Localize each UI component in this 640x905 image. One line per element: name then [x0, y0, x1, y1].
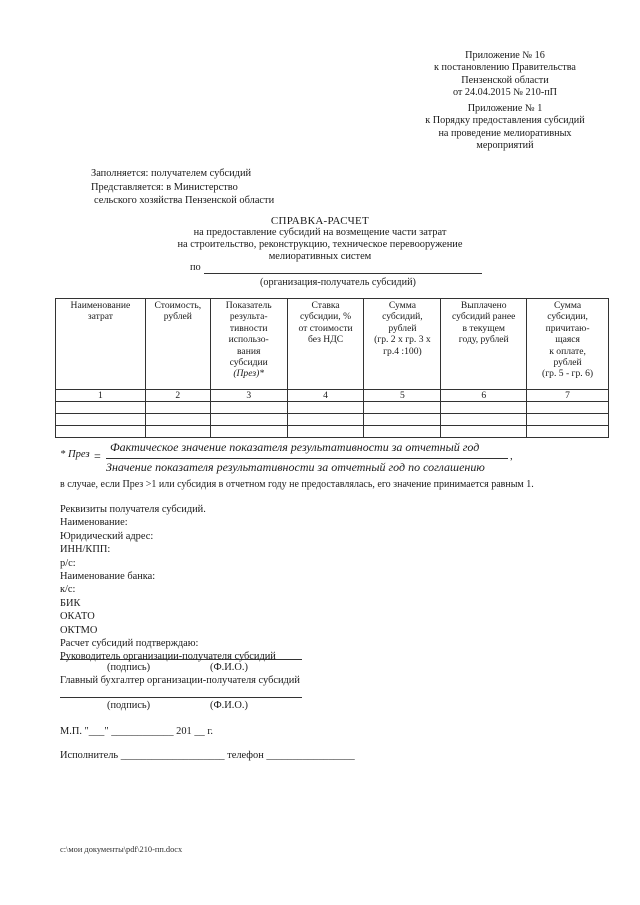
table-cell[interactable]: [56, 414, 146, 426]
header-line: к постановлению Правительства: [434, 62, 576, 74]
formula-comma: ,: [510, 450, 513, 462]
requisite-line: ОКАТО: [60, 611, 95, 623]
table-cell[interactable]: [287, 402, 364, 414]
file-path: c:\мои документы\pdf\210-пп.docx: [60, 845, 183, 854]
formula-equals: =: [94, 449, 101, 463]
requisite-line: Наименование банка:: [60, 571, 156, 583]
stamp-date-line[interactable]: М.П. "___" ____________ 201 __ г.: [60, 726, 214, 737]
table-cell[interactable]: [145, 426, 210, 438]
requisite-line: БИК: [60, 597, 81, 609]
title-line: на предоставление субсидий на возмещение части затрат: [193, 227, 447, 238]
executor-line[interactable]: Исполнитель ____________________ телефон _________________: [60, 750, 355, 761]
table-cell[interactable]: [527, 402, 609, 414]
header-line: к Порядку предоставления субсидий: [425, 115, 585, 127]
requisite-line: к/с:: [60, 584, 76, 596]
header-line: от 24.04.2015 № 210-пП: [452, 86, 558, 98]
requisite-line: Расчет субсидий подтверждаю:: [60, 638, 199, 650]
header-cell: Наименование затрат: [56, 299, 146, 390]
table-cell[interactable]: [527, 426, 609, 438]
header-line: Приложение № 16: [465, 50, 545, 61]
header-line: Приложение № 1: [467, 103, 543, 115]
organization-caption: (организация-получатель субсидий): [260, 277, 416, 288]
appendix-header: [396, 50, 614, 152]
title-line: на строительство, реконструкцию, техническое перевооружение: [177, 239, 463, 250]
table-cell[interactable]: [56, 426, 146, 438]
recipient-requisites: [60, 503, 276, 664]
table-cell[interactable]: [527, 414, 609, 426]
fill-note: [91, 167, 274, 208]
po-label: по: [190, 262, 201, 273]
table-cell[interactable]: [56, 402, 146, 414]
table-cell[interactable]: [210, 426, 287, 438]
accountant-signature-line[interactable]: [60, 697, 302, 698]
header-cell: Показатель результа- тивности использо- вания субсидии (Пpез)*: [210, 299, 287, 390]
column-number: 2: [145, 390, 210, 402]
column-number-row: [56, 390, 609, 402]
submitted-to: Представляется: в Министерство: [91, 181, 238, 193]
formula-condition: в случае, если Пpез >1 или субсидия в отчетном году не предоставлялась, его значение принимается равным 1.: [60, 479, 534, 490]
column-number: 6: [441, 390, 527, 402]
table-cell[interactable]: [441, 414, 527, 426]
formula-denominator: Значение показателя результативности за отчетный год по соглашению: [106, 460, 485, 474]
header-cell: Стоимость, рублей: [145, 299, 210, 390]
table-header-row: [56, 299, 609, 390]
column-number: 1: [56, 390, 146, 402]
table-row: [56, 426, 609, 438]
column-number: 3: [210, 390, 287, 402]
requisite-line: Наименование:: [60, 517, 128, 529]
table-cell[interactable]: [287, 426, 364, 438]
organization-input-line[interactable]: [204, 273, 482, 274]
signature-caption: (подпись): [107, 662, 151, 673]
table-cell[interactable]: [210, 402, 287, 414]
table-cell[interactable]: [287, 414, 364, 426]
table-cell[interactable]: [145, 402, 210, 414]
fio-caption: (Ф.И.О.): [210, 700, 248, 711]
title-line: мелиоративных систем: [268, 251, 372, 262]
column-number: 7: [527, 390, 609, 402]
filled-by: Заполняется: получателем субсидий: [91, 168, 252, 179]
table-cell[interactable]: [364, 402, 441, 414]
column-number: 4: [287, 390, 364, 402]
header-line: мероприятий: [476, 140, 534, 152]
signature-caption: (подпись): [107, 700, 151, 711]
fraction-bar: [106, 458, 508, 459]
column-number: 5: [364, 390, 441, 402]
formula-numerator: Фактическое значение показателя результативности за отчетный год: [110, 440, 480, 454]
header-cell: Ставка субсидии, % от стоимости без НДС: [287, 299, 364, 390]
requisite-line: Реквизиты получателя субсидий.: [60, 504, 206, 515]
fio-caption: (Ф.И.О.): [210, 662, 248, 673]
accountant-label: Главный бухгалтер организации-получателя субсидий: [60, 675, 300, 686]
header-line: на проведение мелиоративных: [438, 127, 572, 139]
table-cell[interactable]: [210, 414, 287, 426]
header-cell: Выплачено субсидий ранее в текущем году, рублей: [441, 299, 527, 390]
formula-lhs: * Пpез: [60, 449, 90, 460]
calculation-table: [55, 298, 609, 438]
requisite-line: Юридический адрес:: [60, 530, 154, 542]
table-cell[interactable]: [364, 414, 441, 426]
ministry-name: сельского хозяйства Пензенской области: [94, 195, 275, 206]
requisite-line: р/с:: [60, 557, 76, 569]
document-title: [140, 215, 500, 263]
requisite-line: ИНН/КПП:: [60, 544, 111, 556]
header-cell: Сумма субсидий, рублей (гр. 2 х гр. 3 х гр.4 :100): [364, 299, 441, 390]
table-cell[interactable]: [441, 426, 527, 438]
table-row: [56, 402, 609, 414]
table-cell[interactable]: [441, 402, 527, 414]
header-line: Пензенской области: [461, 74, 549, 86]
header-cell: Сумма субсидии, причитаю- щаяся к оплате, рублей (гр. 5 - гр. 6): [527, 299, 609, 390]
requisite-line: ОКТМО: [60, 624, 98, 636]
table-row: [56, 414, 609, 426]
director-signature-line[interactable]: [60, 659, 302, 660]
requisite-line: Руководитель организации-получателя субсидий: [60, 651, 276, 663]
title-main: СПРАВКА-РАСЧЕТ: [270, 215, 370, 227]
table-cell[interactable]: [145, 414, 210, 426]
table-cell[interactable]: [364, 426, 441, 438]
